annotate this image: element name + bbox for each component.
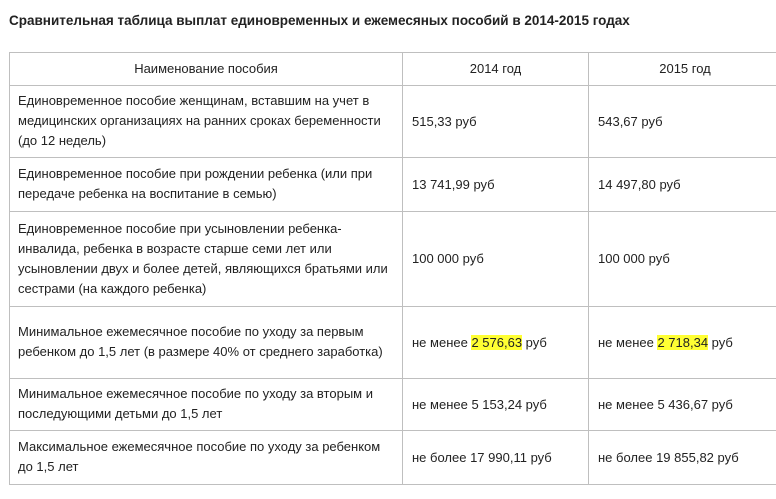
- header-year-2015: 2015 год: [589, 53, 776, 86]
- value-2014: [403, 431, 589, 485]
- table-row: [10, 307, 776, 379]
- value-2015: [589, 379, 776, 431]
- value-2015: [589, 431, 776, 485]
- value-prefix: не более: [412, 449, 471, 465]
- page-title: Сравнительная таблица выплат единовременных и ежемесяных пособий в 2014-2015 годах: [9, 13, 630, 28]
- value-2014: [403, 86, 589, 158]
- header-year-2014: 2014 год: [403, 53, 589, 86]
- value-2015: [589, 212, 776, 307]
- value-amount: 100 000: [598, 251, 645, 266]
- table-header-row: [10, 53, 776, 86]
- value-prefix: не менее: [412, 334, 472, 350]
- table-row: [10, 158, 776, 212]
- value-currency: руб: [645, 251, 670, 266]
- value-2014: [403, 158, 589, 212]
- highlighted-amount: 2 576,63: [471, 334, 523, 350]
- value-2014: [403, 379, 589, 431]
- table-row: [10, 212, 776, 307]
- value-currency: руб: [655, 176, 681, 192]
- benefit-name: Минимальное ежемесячное пособие по уходу за вторым и последующими детьми до 1,5 лет: [10, 379, 403, 431]
- value-currency: руб: [713, 449, 739, 465]
- value-currency: руб: [451, 113, 477, 129]
- value-amount: 17 990,11: [470, 449, 527, 465]
- benefit-name: Единовременное пособие при усыновлении ребенка-инвалида, ребенка в возрасте старше семи лет или усыновлении двух и более детей, являющихся братьями или сестрами (на каждого ребенка): [10, 212, 403, 307]
- value-currency: руб: [637, 113, 663, 129]
- value-amount: 5 436,67: [657, 396, 709, 412]
- value-2015: [589, 307, 776, 379]
- highlighted-amount: 2 718,34: [657, 334, 709, 350]
- value-currency: руб: [522, 334, 547, 350]
- table-row: [10, 431, 776, 485]
- benefits-comparison-table: [9, 52, 776, 485]
- value-currency: руб: [459, 251, 484, 266]
- table-row: [10, 379, 776, 431]
- benefit-name: Минимальное ежемесячное пособие по уходу за первым ребенком до 1,5 лет (в размере 40% от среднего заработка): [10, 307, 403, 379]
- value-currency: руб: [526, 449, 552, 465]
- value-currency: руб: [469, 176, 495, 192]
- benefit-name: Единовременное пособие при рождении ребенка (или при передаче ребенка на воспитание в семью): [10, 158, 403, 212]
- value-amount: 5 153,24: [471, 396, 523, 412]
- value-currency: руб: [708, 396, 733, 412]
- value-amount: 19 855,82: [656, 449, 714, 465]
- header-benefit-name: Наименование пособия: [10, 53, 403, 86]
- value-2014: [403, 307, 589, 379]
- value-2015: [589, 158, 776, 212]
- value-prefix: не менее: [598, 396, 658, 412]
- value-2015: [589, 86, 776, 158]
- value-2014: [403, 212, 589, 307]
- value-amount: 14 497,80: [598, 176, 656, 192]
- value-amount: 100 000: [412, 251, 459, 266]
- value-prefix: не менее: [598, 334, 658, 350]
- value-prefix: не менее: [412, 396, 472, 412]
- value-amount: 515,33: [412, 113, 452, 129]
- value-prefix: не более: [598, 449, 657, 465]
- benefit-name: Максимальное ежемесячное пособие по уходу за ребенком до 1,5 лет: [10, 431, 403, 485]
- value-currency: руб: [522, 396, 547, 412]
- benefit-name: Единовременное пособие женщинам, вставшим на учет в медицинских организациях на ранних сроках беременности (до 12 недель): [10, 86, 403, 158]
- value-currency: руб: [708, 334, 733, 350]
- value-amount: 543,67: [598, 113, 638, 129]
- value-amount: 13 741,99: [412, 176, 470, 192]
- table-row: [10, 86, 776, 158]
